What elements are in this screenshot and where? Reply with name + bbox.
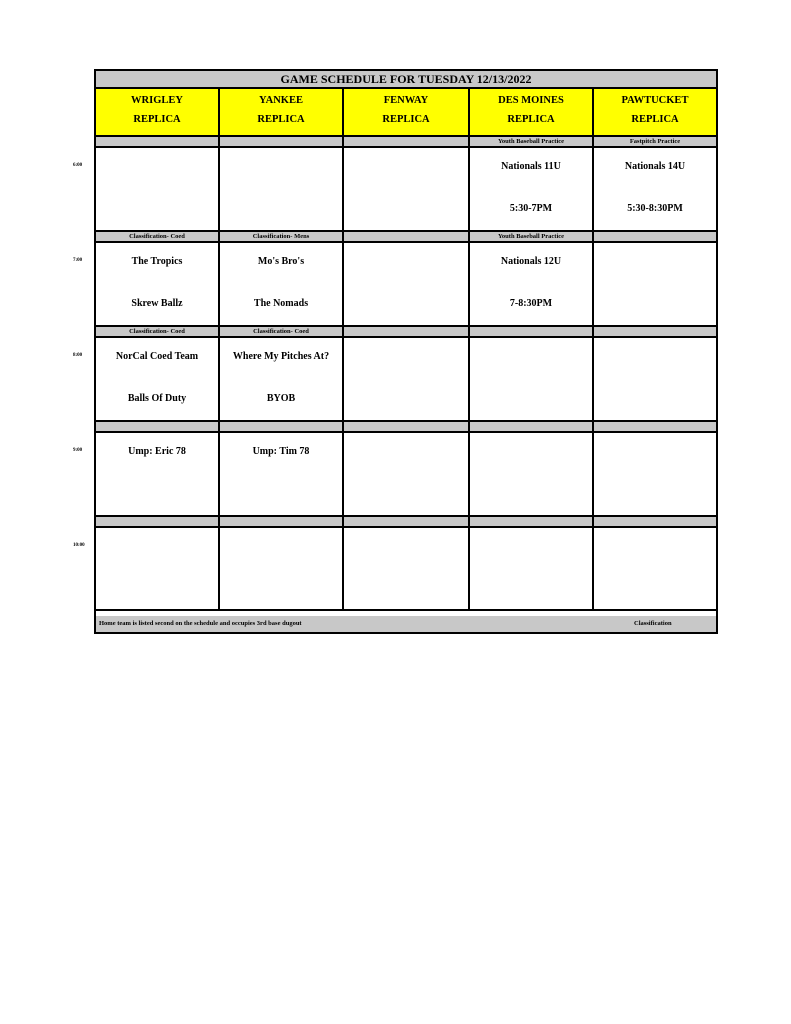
slot-label <box>594 232 716 243</box>
slot-label: Classification- Mens <box>220 232 344 243</box>
slot-label: Fastpitch Practice <box>594 137 716 148</box>
game-cell[interactable] <box>220 433 344 517</box>
field-sub: REPLICA <box>382 114 430 125</box>
time-label: 7:00 <box>73 258 83 263</box>
team-line-1: Mo's Bro's <box>257 256 305 267</box>
slot-label <box>594 517 716 528</box>
game-cell[interactable] <box>344 148 470 232</box>
footer-bar <box>96 616 716 632</box>
game-cell[interactable] <box>470 338 594 422</box>
game-cell[interactable] <box>470 528 594 611</box>
field-sub: REPLICA <box>631 114 679 125</box>
game-cell[interactable] <box>96 338 220 422</box>
game-cell[interactable] <box>470 433 594 517</box>
schedule-title: GAME SCHEDULE FOR TUESDAY 12/13/2022 <box>96 71 716 89</box>
team-line-2: BYOB <box>266 393 296 404</box>
footer-note: Home team is listed second on the schedule and occupies 3rd base dugout <box>99 620 302 627</box>
field-sub: REPLICA <box>507 114 555 125</box>
field-name: DES MOINES <box>498 95 564 106</box>
team-line-1: Nationals 14U <box>624 161 686 172</box>
game-cell[interactable] <box>96 528 220 611</box>
slot-label <box>344 327 470 338</box>
game-cell[interactable] <box>344 338 470 422</box>
slot-label <box>344 232 470 243</box>
game-cell[interactable] <box>344 433 470 517</box>
game-cell[interactable] <box>470 148 594 232</box>
team-line-1: The Tropics <box>131 256 183 267</box>
field-name: WRIGLEY <box>131 95 183 106</box>
field-sub: REPLICA <box>133 114 181 125</box>
slot-label <box>344 422 470 433</box>
game-cell[interactable] <box>220 243 344 327</box>
game-cell[interactable] <box>344 243 470 327</box>
slot-label: Youth Baseball Practice <box>470 137 594 148</box>
team-line-2: Balls Of Duty <box>127 393 187 404</box>
slot-label <box>470 517 594 528</box>
team-line-2: 5:30-7PM <box>509 203 553 214</box>
game-cell[interactable] <box>594 243 716 327</box>
game-cell[interactable] <box>594 338 716 422</box>
field-sub: REPLICA <box>257 114 305 125</box>
slot-label <box>96 517 220 528</box>
time-label: 9:00 <box>73 448 83 453</box>
schedule-sheet <box>94 69 718 634</box>
team-line-2: 7-8:30PM <box>509 298 553 309</box>
slot-label: Classification- Coed <box>220 327 344 338</box>
slot-label: Youth Baseball Practice <box>470 232 594 243</box>
team-line-1: NorCal Coed Team <box>115 351 199 362</box>
team-line-1: Nationals 12U <box>500 256 562 267</box>
slot-label <box>344 137 470 148</box>
slot-label <box>220 517 344 528</box>
game-cell[interactable] <box>594 148 716 232</box>
slot-label: Classification- Coed <box>96 327 220 338</box>
field-header-fenway <box>344 89 470 137</box>
field-header-pawtucket <box>594 89 716 137</box>
field-name: YANKEE <box>259 95 303 106</box>
game-cell[interactable] <box>96 148 220 232</box>
slot-label <box>344 517 470 528</box>
slot-label: Classification- Coed <box>96 232 220 243</box>
team-line-1: Ump: Tim 78 <box>252 446 310 457</box>
game-cell[interactable] <box>96 243 220 327</box>
field-header-yankee <box>220 89 344 137</box>
time-label: 8:00 <box>73 353 83 358</box>
game-cell[interactable] <box>594 528 716 611</box>
slot-label <box>594 327 716 338</box>
slot-label <box>470 327 594 338</box>
slot-label <box>220 137 344 148</box>
game-cell[interactable] <box>220 148 344 232</box>
slot-label <box>220 422 344 433</box>
team-line-2: The Nomads <box>253 298 309 309</box>
field-header-wrigley <box>96 89 220 137</box>
game-cell[interactable] <box>96 433 220 517</box>
team-line-1: Where My Pitches At? <box>232 351 330 362</box>
game-cell[interactable] <box>470 243 594 327</box>
field-name: PAWTUCKET <box>621 95 689 106</box>
time-label: 6:00 <box>73 163 83 168</box>
game-cell[interactable] <box>344 528 470 611</box>
slot-label <box>96 137 220 148</box>
game-cell[interactable] <box>220 528 344 611</box>
game-cell[interactable] <box>594 433 716 517</box>
time-label: 10:00 <box>73 543 85 548</box>
team-line-1: Nationals 11U <box>501 161 561 172</box>
footer-classification: Classification <box>634 620 672 627</box>
team-line-2: Skrew Ballz <box>131 298 183 309</box>
slot-label <box>594 422 716 433</box>
field-name: FENWAY <box>383 95 429 106</box>
slot-label <box>470 422 594 433</box>
game-cell[interactable] <box>220 338 344 422</box>
field-header-des-moines <box>470 89 594 137</box>
team-line-1: Ump: Eric 78 <box>128 446 186 457</box>
slot-label <box>96 422 220 433</box>
team-line-2: 5:30-8:30PM <box>627 203 683 214</box>
